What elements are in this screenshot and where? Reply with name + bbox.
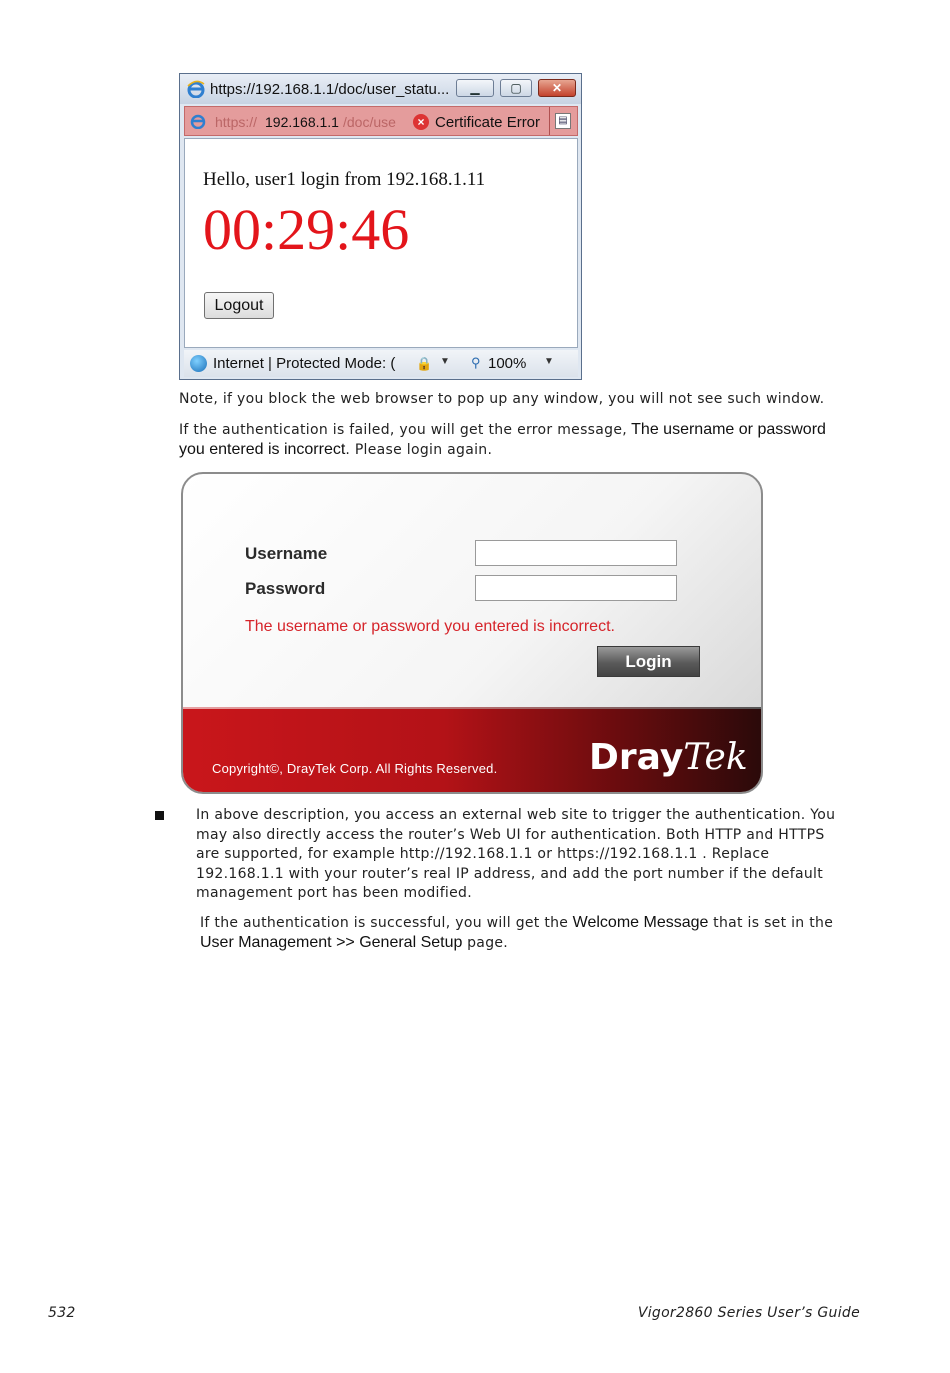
page-icon (190, 113, 206, 129)
welcome-message-term: Welcome Message (568, 914, 709, 931)
bullet-marker (155, 811, 164, 820)
success-line-2 (200, 934, 508, 952)
bullet-line-5: management port has been modified. (196, 885, 472, 901)
status-bar (184, 350, 578, 377)
logout-button[interactable]: Logout (204, 292, 274, 319)
username-label: Username (245, 544, 328, 563)
draytek-logo (589, 737, 748, 778)
ie-icon (187, 80, 205, 98)
success-text-cont: that is set in the (708, 915, 834, 931)
maximize-icon: ▢ (510, 81, 522, 95)
certificate-error-label[interactable]: Certificate Error (435, 114, 541, 131)
address-host: 192.168.1.1 (265, 114, 339, 130)
window-title-bar[interactable] (180, 74, 581, 104)
fail-error-message-cont: you entered is incorrect (179, 441, 346, 458)
fail-error-message: The username or password (627, 421, 826, 438)
minimize-button[interactable] (456, 79, 494, 97)
password-label: Password (245, 579, 326, 598)
greeting-text: Hello, user1 login from 192.168.1.11 (203, 169, 486, 190)
fail-paragraph-line1 (179, 421, 826, 439)
fail-text-end: . Please login again. (345, 442, 493, 458)
chevron-down-icon[interactable]: ▼ (440, 356, 450, 367)
maximize-button[interactable] (500, 79, 532, 97)
zone-status[interactable]: Internet | Protected Mode: ( (213, 355, 396, 372)
login-button[interactable]: Login (597, 646, 700, 677)
globe-icon (190, 355, 207, 372)
fail-paragraph-line2 (179, 441, 492, 459)
security-icon[interactable]: 🔒 (416, 356, 433, 371)
success-text: If the authentication is successful, you will get the (200, 915, 569, 931)
zoom-icon: ⚲ (471, 355, 481, 370)
certificate-error-icon[interactable]: × (413, 114, 429, 130)
login-error-message: The username or password you entered is incorrect. (245, 618, 615, 635)
bullet-line-4: 192.168.1.1 with your router’s real IP address, and add the port number if the default (196, 866, 823, 882)
session-timer: 00:29:46 (203, 197, 410, 262)
page-number: 532 (48, 1305, 76, 1321)
password-input[interactable] (475, 575, 677, 601)
minimize-icon: ▁ (470, 81, 480, 95)
fail-text: If the authentication is failed, you will get the error message, (179, 422, 627, 438)
success-line-1 (200, 914, 833, 932)
close-button[interactable] (538, 79, 576, 97)
success-text-end: page. (462, 935, 509, 951)
compatibility-icon[interactable]: ▤ (555, 113, 571, 129)
general-setup-path: User Management >> General Setup (200, 934, 463, 951)
username-input[interactable] (475, 540, 677, 566)
close-icon: ✕ (551, 81, 563, 95)
window-title: https://192.168.1.1/doc/user_statu... (210, 81, 450, 98)
address-bar[interactable] (184, 106, 578, 136)
note-paragraph: Note, if you block the web browser to pop up any window, you will not see such window. (179, 391, 825, 407)
divider (549, 107, 550, 135)
address-path: /doc/use (343, 114, 396, 130)
logo-dray: Dray (589, 737, 684, 778)
login-panel (181, 472, 763, 794)
popup-content (184, 138, 578, 348)
browser-popup-window (179, 73, 582, 380)
zoom-level[interactable]: 100% (488, 355, 527, 372)
logo-tek: Tek (683, 737, 748, 778)
address-prefix: https:// (215, 114, 258, 130)
bullet-line-3: are supported, for example http://192.168.1.1 or https://192.168.1.1 . Replace (196, 846, 770, 862)
chevron-down-icon[interactable]: ▼ (544, 356, 554, 367)
guide-title: Vigor2860 Series User’s Guide (637, 1305, 860, 1321)
bullet-line-1: In above description, you access an external web site to trigger the authentication. You (196, 807, 836, 823)
bullet-line-2: may also directly access the router’s Web UI for authentication. Both HTTP and HTTPS (196, 827, 825, 843)
copyright-text: Copyright©, DrayTek Corp. All Rights Reserved. (212, 761, 498, 776)
